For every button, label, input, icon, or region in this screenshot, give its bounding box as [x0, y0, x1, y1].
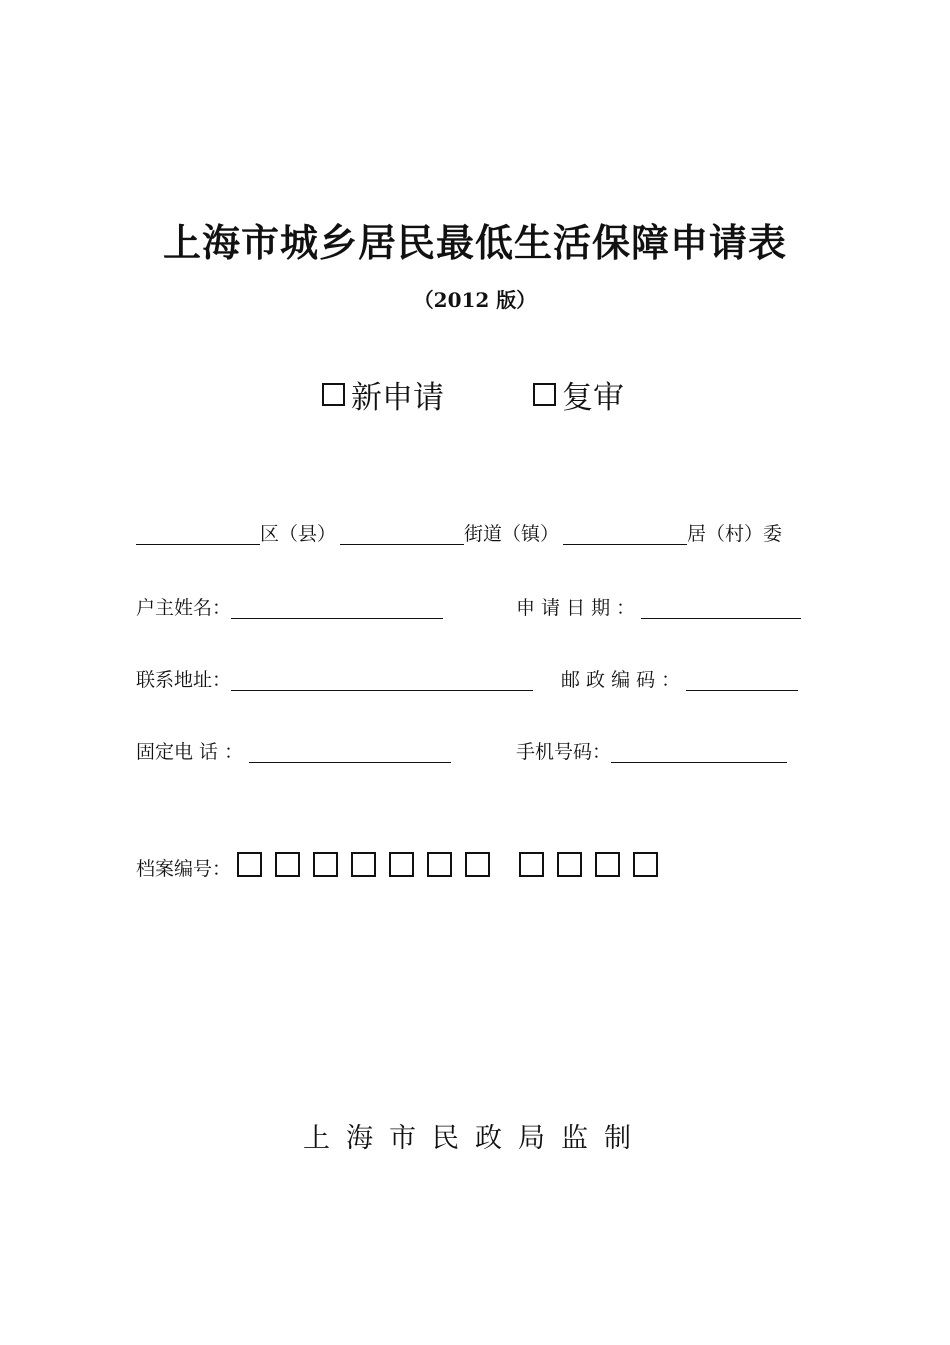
form-version: （2012 版）: [413, 288, 537, 312]
file-number-label: 档案编号：: [136, 858, 232, 880]
file-number-group-2: [519, 852, 671, 877]
file-number-digit-box[interactable]: [427, 852, 452, 877]
landline-label: 固定电 话 ：: [136, 741, 244, 763]
review-label: 复审: [562, 380, 624, 416]
committee-field[interactable]: [563, 522, 687, 545]
review-option[interactable]: [533, 372, 624, 417]
file-number-digit-box[interactable]: [595, 852, 620, 877]
street-label: 街道（镇）: [464, 523, 560, 545]
postcode-row: [561, 668, 798, 691]
file-number-row: [136, 848, 671, 880]
householder-label: 户主姓名：: [136, 597, 232, 619]
mobile-label: 手机号码：: [516, 741, 612, 763]
review-checkbox[interactable]: [533, 383, 556, 406]
form-title: 上海市城乡居民最低生活保障申请表: [162, 221, 787, 265]
street-field[interactable]: [340, 522, 464, 545]
address-jurisdiction-row: [136, 522, 782, 545]
apply-date-field[interactable]: [641, 596, 801, 619]
file-number-digit-box[interactable]: [313, 852, 338, 877]
contact-address-label: 联系地址：: [136, 669, 232, 691]
file-number-digit-box[interactable]: [465, 852, 490, 877]
householder-field[interactable]: [231, 596, 443, 619]
householder-row: [136, 596, 443, 619]
landline-row: [136, 740, 451, 763]
new-application-label: 新申请: [351, 380, 444, 416]
file-number-digit-box[interactable]: [351, 852, 376, 877]
district-label: 区（县）: [260, 523, 337, 545]
file-number-digit-box[interactable]: [275, 852, 300, 877]
new-application-checkbox[interactable]: [322, 383, 345, 406]
file-number-digit-box[interactable]: [519, 852, 544, 877]
committee-label: 居（村）委: [687, 523, 783, 545]
postcode-label: 邮 政 编 码 ：: [561, 669, 681, 691]
file-number-digit-box[interactable]: [633, 852, 658, 877]
apply-date-label: 申 请 日 期 ：: [516, 597, 636, 619]
contact-address-field[interactable]: [231, 668, 533, 691]
mobile-row: [516, 740, 787, 763]
file-number-group-1: [237, 852, 503, 877]
issuer-footer: 上海市民政局监制: [303, 1123, 647, 1154]
landline-field[interactable]: [249, 740, 451, 763]
contact-address-row: [136, 668, 533, 691]
file-number-digit-box[interactable]: [237, 852, 262, 877]
file-number-digit-box[interactable]: [557, 852, 582, 877]
mobile-field[interactable]: [611, 740, 787, 763]
new-application-option[interactable]: [322, 372, 444, 417]
district-field[interactable]: [136, 522, 260, 545]
file-number-digit-box[interactable]: [389, 852, 414, 877]
postcode-field[interactable]: [686, 668, 798, 691]
apply-date-row: [516, 596, 801, 619]
